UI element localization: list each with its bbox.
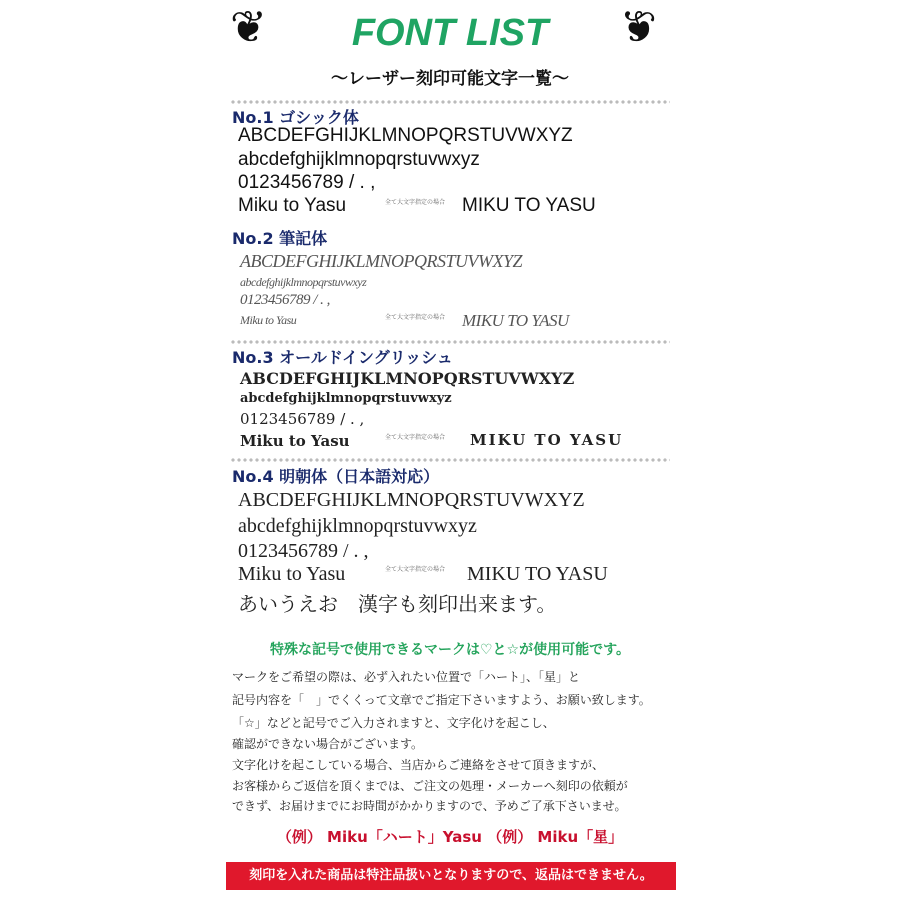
font-sample: abcdefghijklmnopqrstuvwxyz [240,275,367,289]
font-sample: MIKU TO YASU [470,431,624,449]
marks-text: 確認ができない場合がございます。 [232,737,424,751]
example-text: （例） Miku「ハート」Yasu （例） Miku「星」 [276,828,624,846]
font-sample: Miku to Yasu [238,563,346,585]
font-heading: No.2 筆記体 [232,229,328,248]
divider [230,458,670,462]
note: 全て大文字指定の場合 [385,566,446,573]
marks-text: できず、お届けまでにお時間がかかりますので、予めご了承下さいませ。 [232,799,627,813]
font-heading: No.3 オールドイングリッシュ [232,348,453,367]
divider [230,340,670,344]
font-sample: ABCDEFGHIJKLMNOPQRSTUVWXYZ [240,251,522,271]
font-sample: abcdefghijklmnopqrstuvwxyz [238,149,480,170]
font-sample: MIKU TO YASU [462,311,569,330]
font-sample: 0123456789 / . , [238,172,376,193]
font-sample: Miku to Yasu [240,432,350,450]
font-heading: No.1 ゴシック体 [232,108,359,127]
marks-text: マークをご希望の際は、必ず入れたい位置で「ハート」、「星」と [232,670,581,684]
note: 全て大文字指定の場合 [385,199,446,206]
marks-headline: 特殊な記号で使用できるマークは♡と☆が使用可能です。 [270,642,630,658]
warning-banner: 刻印を入れた商品は特注品扱いとなりますので、返品はできません。 [226,862,676,890]
font-sample: ABCDEFGHIJKLMNOPQRSTUVWXYZ [238,125,573,146]
page-subtitle: ～レーザー刻印可能文字一覧～ [331,69,569,89]
flourish-icon: ❦ [620,2,657,53]
flourish-icon: ❦ [230,2,267,53]
marks-text: 文字化けを起こしている場合、当店からご連絡をさせて頂きますが、 [232,758,605,772]
marks-text: 記号内容を「 」でくくって文章でご指定下さいますよう、お願い致します。 [232,693,651,707]
divider [230,100,670,104]
note: 全て大文字指定の場合 [385,314,446,321]
font-sample: MIKU TO YASU [467,563,608,585]
font-sample: ABCDEFGHIJKLMNOPQRSTUVWXYZ [238,489,585,511]
font-sample: Miku to Yasu [240,313,297,327]
font-sample: Miku to Yasu [238,195,347,216]
font-sample: 0123456789 / . , [240,410,365,428]
font-sample: abcdefghijklmnopqrstuvwxyz [240,391,452,406]
font-sample: 0123456789 / . , [238,540,369,562]
font-sample: MIKU TO YASU [462,195,596,216]
page-title: FONT LIST [351,12,549,54]
marks-text: 「☆」などと記号でご入力されますと、文字化けを起こし、 [232,716,555,730]
font-sample: abcdefghijklmnopqrstuvwxyz [238,515,477,537]
marks-text: お客様からご返信を頂くまでは、ご注文の処理・メーカーへ刻印の依頼が [232,779,628,793]
font-sample: ABCDEFGHIJKLMNOPQRSTUVWXYZ [240,369,575,388]
font-sample: 0123456789 / . , [240,292,330,308]
font-heading: No.4 明朝体（日本語対応） [232,467,440,486]
note: 全て大文字指定の場合 [385,434,446,441]
font-sample: あいうえお 漢字も刻印出来ます。 [238,594,557,616]
